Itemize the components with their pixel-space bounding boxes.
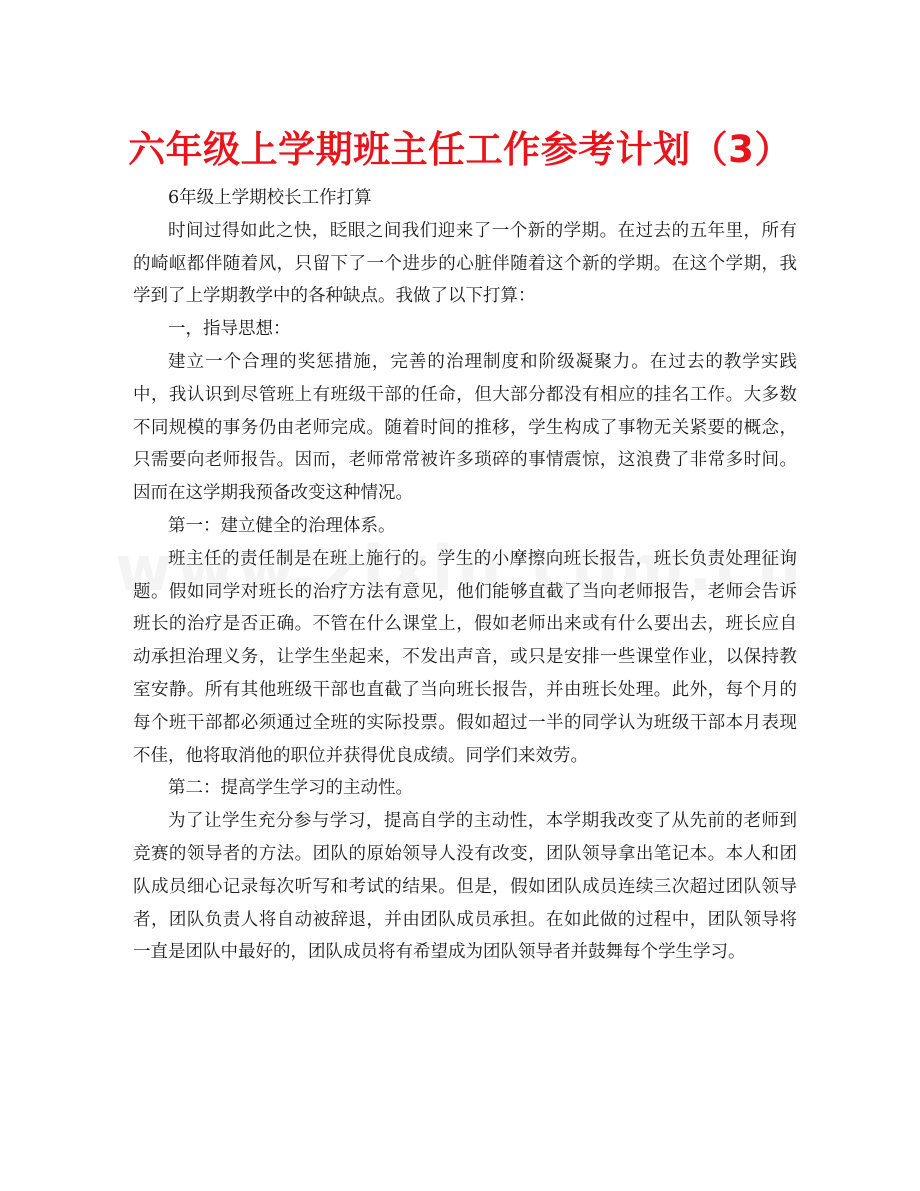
- document-body: [133, 182, 797, 969]
- paragraph-intro: 时间过得如此之快，眨眼之间我们迎来了一个新的学期。在过去的五年里，所有的崎岖都伴随着风，只留下了一个进步的心脏伴随着这个新的学期。在这个学期，我学到了上学期教学中的各种缺点。我做了以下打算：: [133, 220, 797, 307]
- paragraph-first: 班主任的责任制是在班上施行的。学生的小摩擦向班长报告，班长负责处理征询题。假如同学对班长的治疗方法有意见，他们能够直截了当向老师报告，老师会告诉班长的治疗是否正确。不管在什么课堂上，假如老师出来或有什么要出去，班长应自动承担治理义务，让学生坐起来，不发出声音，或只是安排一些课堂作业，以保持教室安静。所有其他班级干部也直截了当向班长报告，并由班长处理。此外，每个月的每个班干部都必须通过全班的实际投票。假如超过一半的同学认为班级干部本月表现不佳，他将取消他的职位并获得优良成绩。同学们来效劳。: [133, 548, 797, 766]
- paragraph-subtitle: 6年级上学期校长工作打算: [168, 188, 372, 208]
- section-heading-second: 第二：提高学生学习的主动性。: [168, 778, 413, 799]
- paragraph-guiding-thought: 建立一个合理的奖惩措施，完善的治理制度和阶级凝聚力。在过去的教学实践中，我认识到尽管班上有班级干部的任命，但大部分都没有相应的挂名工作。大多数不同规模的事务仍由老师完成。随着时间的推移，学生构成了事物无关紧要的概念，只需要向老师报告。因而，老师常常被许多琐碎的事情震惊，这浪费了非常多时间。因而在这学期我预备改变这种情况。: [133, 351, 797, 504]
- document-title: 六年级上学期班主任工作参考计划（3）: [128, 128, 792, 171]
- section-heading-first: 第一：建立健全的治理体系。: [168, 515, 396, 536]
- paragraph-second: 为了让学生充分参与学习，提高自学的主动性，本学期我改变了从先前的老师到竞赛的领导者的方法。团队的原始领导人没有改变，团队领导拿出笔记本。本人和团队成员细心记录每次听写和考试的结果。但是，假如团队成员连续三次超过团队领导者，团队负责人将自动被辞退，并由团队成员承担。在如此做的过程中，团队领导将一直是团队中最好的，团队成员将有希望成为团队领导者并鼓舞每个学生学习。: [133, 811, 797, 963]
- section-heading-guiding-thought: 一，指导思想：: [168, 319, 291, 340]
